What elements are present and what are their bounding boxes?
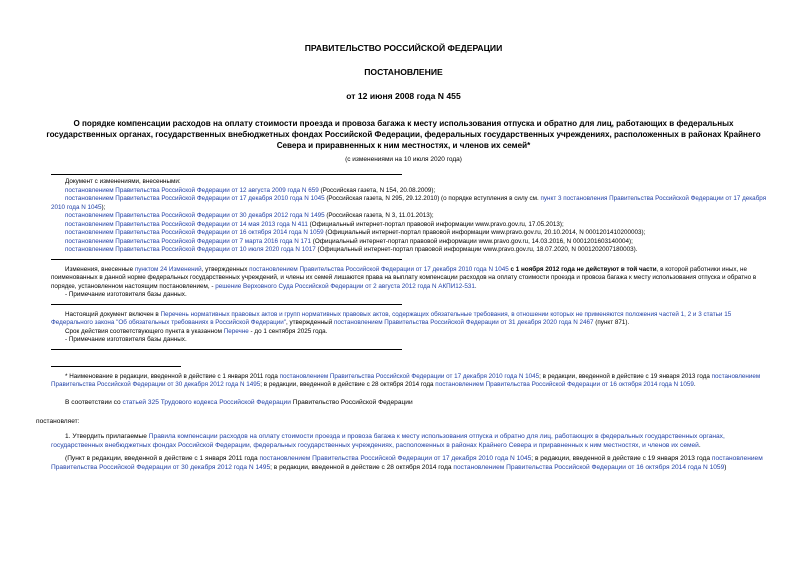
amendment-link[interactable]: постановлением Правительства Российской Федерации от 14 мая 2013 года N 411 — [65, 220, 308, 228]
resolves-label: постановляет: — [36, 417, 80, 425]
divider — [51, 259, 402, 260]
list-link[interactable]: Перечне — [223, 327, 249, 335]
note-link[interactable]: пунктом 24 Изменений — [134, 265, 202, 273]
editor-note-1: Изменения, внесенные пунктом 24 Изменений, утвержденных постановлением Правительства Российской Федерации от 17 декабря 2010 года N 1045 с 1 ноября 2012 года не действуют в той части, в которой работники иных, не поименованных в данной норме федеральных государственных учреждений, и члены их семей лишаются права на выплату компенсации расходов на оплату стоимости проезда и провоза багажа к месту использования отпуска и обратно в порядке, установленном настоящим постановлением, - решение Верховного Суда Российской Федерации от 2 августа 2012 года N АКПИ12-531. - Примечание изготовителя базы данных. — [36, 266, 771, 300]
divider — [51, 174, 402, 175]
government-heading: ПРАВИТЕЛЬСТВО РОССИЙСКОЙ ФЕДЕРАЦИИ — [304, 43, 503, 53]
edition-link[interactable]: постановлением Правительства Российской Федерации от 16 октября 2014 года N 1059 — [453, 463, 725, 471]
document-title: О порядке компенсации расходов на оплату стоимости проезда и провоза багажа к месту использования отпуска и обратно для лиц, работающих в федеральных государственных органах, государственных внебюджетных фондах Российской Федерации, федеральных государственных учреждениях, расположенных в районах Крайнего Севера и приравненных к ним местностях, и членов их семей* — [46, 119, 761, 150]
footnote-divider — [51, 366, 181, 367]
amendment-link[interactable]: постановлением Правительства Российской Федерации от 16 октября 2014 года N 1059 — [65, 229, 324, 236]
editor-remark: - Примечание изготовителя базы данных. — [65, 291, 187, 298]
footnote: * Наименование в редакции, введенной в действие с 1 января 2011 года постановлением Правительства Российской Федерации от 17 декабря 2010 года N 1045; в редакции, введенной в действие с 19 января 2013 года постановлением Правительства Российской Федерации от 30 декабря 2012 года N 1495; в редакции, введенной в действие с 28 октября 2014 года постановлением Правительства Российской Федерации от 16 октября 2014 года N 1059. — [51, 372, 761, 388]
amendment-link[interactable]: постановлением Правительства Российской Федерации от 17 декабря 2010 года N 1045 — [65, 195, 325, 202]
item-1-edition-note: (Пункт в редакции, введенной в действие с 1 января 2011 года постановлением Правительства Российской Федерации от 17 декабря 2010 года N 1045; в редакции, введенной в действие с 19 января 2013 года постановлением Правительства Российской Федерации от 30 декабря 2012 года N 1495; в редакции, введенной в действие с 28 октября 2014 года постановлением Правительства Российской Федерации от 16 октября 2014 года N 1059) — [51, 454, 763, 471]
basis-paragraph: В соответствии со статьей 325 Трудового кодекса Российской Федерации Правительство Российской Федерации — [65, 398, 413, 406]
labor-code-link[interactable]: статьей 325 Трудового кодекса Российской Федерации — [122, 398, 291, 406]
court-decision-link[interactable]: решение Верховного Суда Российской Федерации от 2 августа 2012 года N АКПИ12-531 — [215, 282, 475, 290]
amendment-link[interactable]: пункт 3 постановления Правительства Российской Федерации от 17 декабря 2010 года N 1045 — [51, 195, 767, 211]
changes-note: (с изменениями на 10 июля 2020 года) — [345, 156, 462, 163]
amendment-item: постановлением Правительства Российской Федерации от 7 марта 2016 года N 171 (Официальный интернет-портал правовой информации www.pravo.gov.ru, 14.03.2016, N 0001201603140004); — [65, 237, 633, 245]
rules-link[interactable]: Правила компенсации расходов на оплату стоимости проезда и провоза багажа к месту использования отпуска и обратно для лиц, работающих в федеральных государственных органах, государственных внебюджетных фондах Российской Федерации, федеральных государственных учреждениях, расположенных в районах Крайнего Севера и приравненных к ним местностях, и членов их семей — [51, 432, 725, 449]
amendment-link[interactable]: постановлением Правительства Российской Федерации от 12 августа 2009 года N 659 — [65, 186, 319, 194]
note-link[interactable]: постановлением Правительства Российской Федерации от 31 декабря 2020 года N 2467 — [333, 319, 594, 326]
doc-type-heading: ПОСТАНОВЛЕНИЕ — [364, 67, 443, 77]
divider — [51, 349, 402, 350]
amendment-link[interactable]: постановлением Правительства Российской Федерации от 30 декабря 2012 года N 1495 — [65, 212, 325, 219]
amendment-link[interactable]: постановлением Правительства Российской Федерации от 10 июля 2020 года N 1017 — [65, 246, 316, 253]
amendment-item: постановлением Правительства Российской Федерации от 14 мая 2013 года N 411 (Официальный интернет-портал правовой информации www.pravo.gov.ru, 17.05.2013); — [65, 220, 564, 228]
amendment-item: постановлением Правительства Российской Федерации от 16 октября 2014 года N 1059 (Официальный интернет-портал правовой информации www.pravo.gov.ru, 20.10.2014, N 0001201410200003); — [65, 229, 646, 236]
divider — [51, 304, 402, 305]
footnote-link[interactable]: постановлением Правительства Российской Федерации от 30 декабря 2012 года N 1495 — [51, 372, 761, 388]
footnote-link[interactable]: постановлением Правительства Российской Федерации от 16 октября 2014 года N 1059 — [435, 381, 694, 388]
editor-note-2: Настоящий документ включен в Перечень нормативных правовых актов и групп нормативных правовых актов, содержащих обязательные требования, в отношении которых не применяются положения частей 1, 2 и 3 статьи 15 Федерального закона "Об обязательных требованиях в Российской Федерации", утвержденный постановлением Правительства Российской Федерации от 31 декабря 2020 года N 2467 (пункт 871). Срок действия соответствующего пункта в указанном Перечне - до 1 сентября 2025 года. - Примечание изготовителя базы данных. — [36, 311, 771, 345]
edition-link[interactable]: постановлением Правительства Российской Федерации от 17 декабря 2010 года N 1045 — [259, 454, 532, 462]
amendment-item: постановлением Правительства Российской Федерации от 12 августа 2009 года N 659 (Российская газета, N 154, 20.08.2009); — [65, 186, 436, 194]
edition-link[interactable]: постановлением Правительства Российской Федерации от 30 декабря 2012 года N 1495 — [51, 454, 763, 471]
note-link[interactable]: постановлением Правительства Российской Федерации от 17 декабря 2010 года N 1045 — [249, 265, 509, 273]
amendment-item: постановлением Правительства Российской Федерации от 17 декабря 2010 года N 1045 (Российская газета, N 295, 29.12.2010) (о порядке вступления в силу см. пункт 3 постановления Правительства Российской Федерации от 17 декабря 2010 года N 1045); — [51, 195, 767, 211]
doc-date-heading: от 12 июня 2008 года N 455 — [346, 91, 461, 101]
amendments-block — [36, 178, 771, 255]
amendment-link[interactable]: постановлением Правительства Российской Федерации от 7 марта 2016 года N 171 — [65, 237, 312, 245]
amendment-item: постановлением Правительства Российской Федерации от 30 декабря 2012 года N 1495 (Российская газета, N 3, 11.01.2013); — [65, 212, 434, 219]
list-link[interactable]: Перечень нормативных правовых актов и групп нормативных правовых актов, содержащих обязательные требования, в отношении которых не применяются положения частей 1, 2 и 3 статьи 15 Федерального закона "Об обязательных требованиях в Российской Федерации" — [51, 310, 732, 326]
amendment-item: постановлением Правительства Российской Федерации от 10 июля 2020 года N 1017 (Официальный интернет-портал правовой информации www.pravo.gov.ru, 18.07.2020, N 0001202007180003). — [65, 246, 638, 253]
editor-remark: - Примечание изготовителя базы данных. — [65, 336, 187, 343]
item-1: 1. Утвердить прилагаемые Правила компенсации расходов на оплату стоимости проезда и провоза багажа к месту использования отпуска и обратно для лиц, работающих в федеральных государственных органах, государственных внебюджетных фондах Российской Федерации, федеральных государственных учреждениях, расположенных в районах Крайнего Севера и приравненных к ним местностях, и членов их семей. — [51, 432, 725, 449]
footnote-link[interactable]: постановлением Правительства Российской Федерации от 17 декабря 2010 года N 1045 — [279, 372, 540, 380]
amendments-intro: Документ с изменениями, внесенными: — [65, 178, 181, 185]
